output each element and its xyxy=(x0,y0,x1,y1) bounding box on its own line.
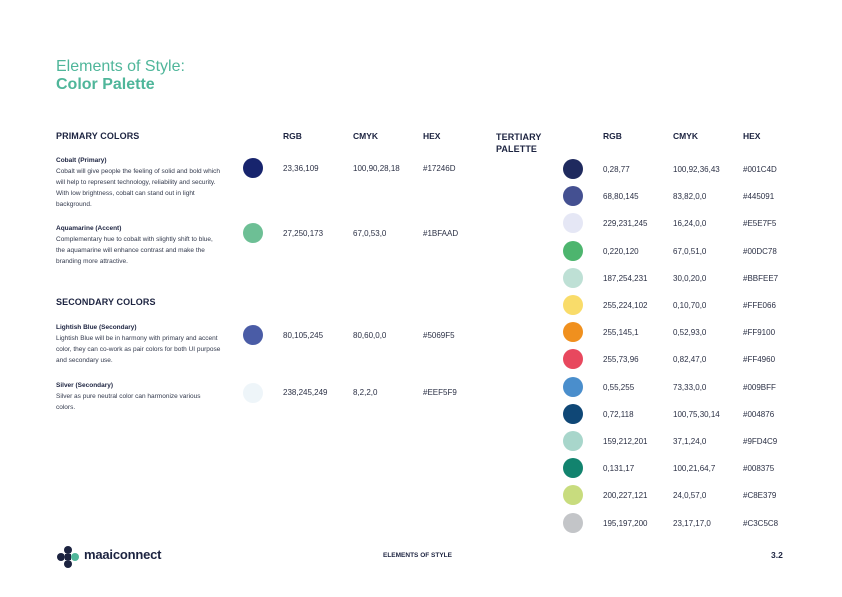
cmyk-value: 80,60,0,0 xyxy=(353,331,387,340)
hex-value: #C8E379 xyxy=(743,491,777,501)
rgb-value: 23,36,109 xyxy=(283,164,319,173)
rgb-value: 200,227,121 xyxy=(603,491,648,501)
tertiary-swatch xyxy=(563,404,583,424)
rgb-value: 255,73,96 xyxy=(603,355,639,365)
rgb-value: 159,212,201 xyxy=(603,437,648,446)
hex-value: #FFE066 xyxy=(743,301,776,310)
page-number: 3.2 xyxy=(771,550,783,560)
color-description-lightish-blue: Lightish Blue will be in harmony with primary and accent color, they can co-work as pair colors for both UI purpose and secondary use. xyxy=(56,335,221,364)
rgb-value: 255,145,1 xyxy=(603,328,639,338)
rgb-value: 68,80,145 xyxy=(603,192,639,202)
hex-value: #004876 xyxy=(743,409,775,419)
rgb-value: 229,231,245 xyxy=(603,219,648,229)
tertiary-swatch xyxy=(563,377,583,397)
rgb-value: 187,254,231 xyxy=(603,273,648,283)
cmyk-value: 16,24,0,0 xyxy=(673,219,707,229)
color-description-silver: Silver as pure neutral color can harmonize various colors. xyxy=(56,393,201,411)
tertiary-cmyk-header: CMYK xyxy=(673,131,699,141)
hex-value: #17246D xyxy=(423,164,456,173)
tertiary-swatch xyxy=(563,159,583,179)
color-name-lightish-blue: Lightish Blue (Secondary) xyxy=(56,324,137,331)
tertiary-rgb-header: RGB xyxy=(603,131,622,141)
footer-section-label: ELEMENTS OF STYLE xyxy=(383,552,452,559)
tertiary-swatch xyxy=(563,513,583,533)
rgb-value: 238,245,249 xyxy=(283,388,328,397)
cmyk-value: 23,17,17,0 xyxy=(673,518,711,528)
page-title-line2: Color Palette xyxy=(56,76,155,93)
tertiary-swatch xyxy=(563,458,583,478)
hex-value: #445091 xyxy=(743,192,775,202)
rgb-value: 0,131,17 xyxy=(603,464,635,474)
secondary-colors-heading: SECONDARY COLORS xyxy=(56,297,156,307)
color-name-cobalt: Cobalt (Primary) xyxy=(56,157,107,164)
hex-value: #009BFF xyxy=(743,382,776,392)
color-name-aquamarine: Aquamarine (Accent) xyxy=(56,225,122,232)
hex-value: #FF9100 xyxy=(743,328,776,338)
cmyk-value: 73,33,0,0 xyxy=(673,382,707,392)
cmyk-value: 67,0,51,0 xyxy=(673,246,707,256)
hex-value: #EEF5F9 xyxy=(423,388,457,397)
rgb-value: 27,250,173 xyxy=(283,229,324,238)
maaiconnect-logo-icon xyxy=(56,545,80,569)
swatch-lightish-blue xyxy=(243,325,263,345)
hex-value: #BBFEE7 xyxy=(743,273,779,283)
hex-value: #E5E7F5 xyxy=(743,219,777,229)
hex-value: #C3C5C8 xyxy=(743,518,779,528)
swatch-cobalt xyxy=(243,158,263,178)
brand-name: maaiconnect xyxy=(84,547,162,562)
swatch-silver xyxy=(243,383,263,403)
cmyk-value: 0,52,93,0 xyxy=(673,328,707,338)
tertiary-swatch xyxy=(563,485,583,505)
cmyk-value: 100,75,30,14 xyxy=(673,409,720,419)
hex-value: #008375 xyxy=(743,464,775,474)
cmyk-value: 0,10,70,0 xyxy=(673,301,707,310)
rgb-value: 0,28,77 xyxy=(603,165,630,174)
color-name-silver: Silver (Secondary) xyxy=(56,382,114,389)
rgb-value: 80,105,245 xyxy=(283,331,324,340)
tertiary-swatch xyxy=(563,431,583,451)
color-description-cobalt: Cobalt will give people the feeling of solid and bold which will help to represent technology, reliability and security. With low brightness, cobalt can stand out in light background. xyxy=(56,168,221,208)
primary-hex-header: HEX xyxy=(423,131,441,141)
tertiary-swatch xyxy=(563,322,583,342)
tertiary-swatch xyxy=(563,213,583,233)
swatch-aquamarine xyxy=(243,223,263,243)
cmyk-value: 83,82,0,0 xyxy=(673,192,707,202)
page-title-line1: Elements of Style: xyxy=(56,58,185,75)
rgb-value: 255,224,102 xyxy=(603,301,648,310)
hex-value: #5069F5 xyxy=(423,331,455,340)
cmyk-value: 67,0,53,0 xyxy=(353,229,387,238)
tertiary-swatch xyxy=(563,186,583,206)
primary-cmyk-header: CMYK xyxy=(353,131,379,141)
hex-value: #9FD4C9 xyxy=(743,437,778,446)
tertiary-swatch xyxy=(563,268,583,288)
hex-value: #00DC78 xyxy=(743,246,777,256)
primary-colors-heading: PRIMARY COLORS xyxy=(56,131,140,141)
cmyk-value: 100,21,64,7 xyxy=(673,464,716,474)
cmyk-value: 100,92,36,43 xyxy=(673,165,720,174)
cmyk-value: 30,0,20,0 xyxy=(673,273,707,283)
cmyk-value: 24,0,57,0 xyxy=(673,491,707,501)
tertiary-swatch xyxy=(563,349,583,369)
rgb-value: 0,220,120 xyxy=(603,246,639,256)
hex-value: #FF4960 xyxy=(743,355,776,365)
cmyk-value: 0,82,47,0 xyxy=(673,355,707,365)
hex-value: #001C4D xyxy=(743,165,777,174)
cmyk-value: 8,2,2,0 xyxy=(353,388,378,397)
rgb-value: 195,197,200 xyxy=(603,518,648,528)
rgb-value: 0,72,118 xyxy=(603,409,634,419)
cmyk-value: 100,90,28,18 xyxy=(353,164,400,173)
tertiary-swatch xyxy=(563,241,583,261)
cmyk-value: 37,1,24,0 xyxy=(673,437,707,446)
primary-rgb-header: RGB xyxy=(283,131,302,141)
hex-value: #1BFAAD xyxy=(423,229,459,238)
tertiary-palette-heading: TERTIARY PALETTE xyxy=(496,132,542,154)
rgb-value: 0,55,255 xyxy=(603,382,635,392)
color-description-aquamarine: Complementary hue to cobalt with slightly shift to blue, the aquamarine will enhance contrast and make the branding more attractive. xyxy=(56,236,213,265)
tertiary-swatch xyxy=(563,295,583,315)
tertiary-hex-header: HEX xyxy=(743,131,761,141)
